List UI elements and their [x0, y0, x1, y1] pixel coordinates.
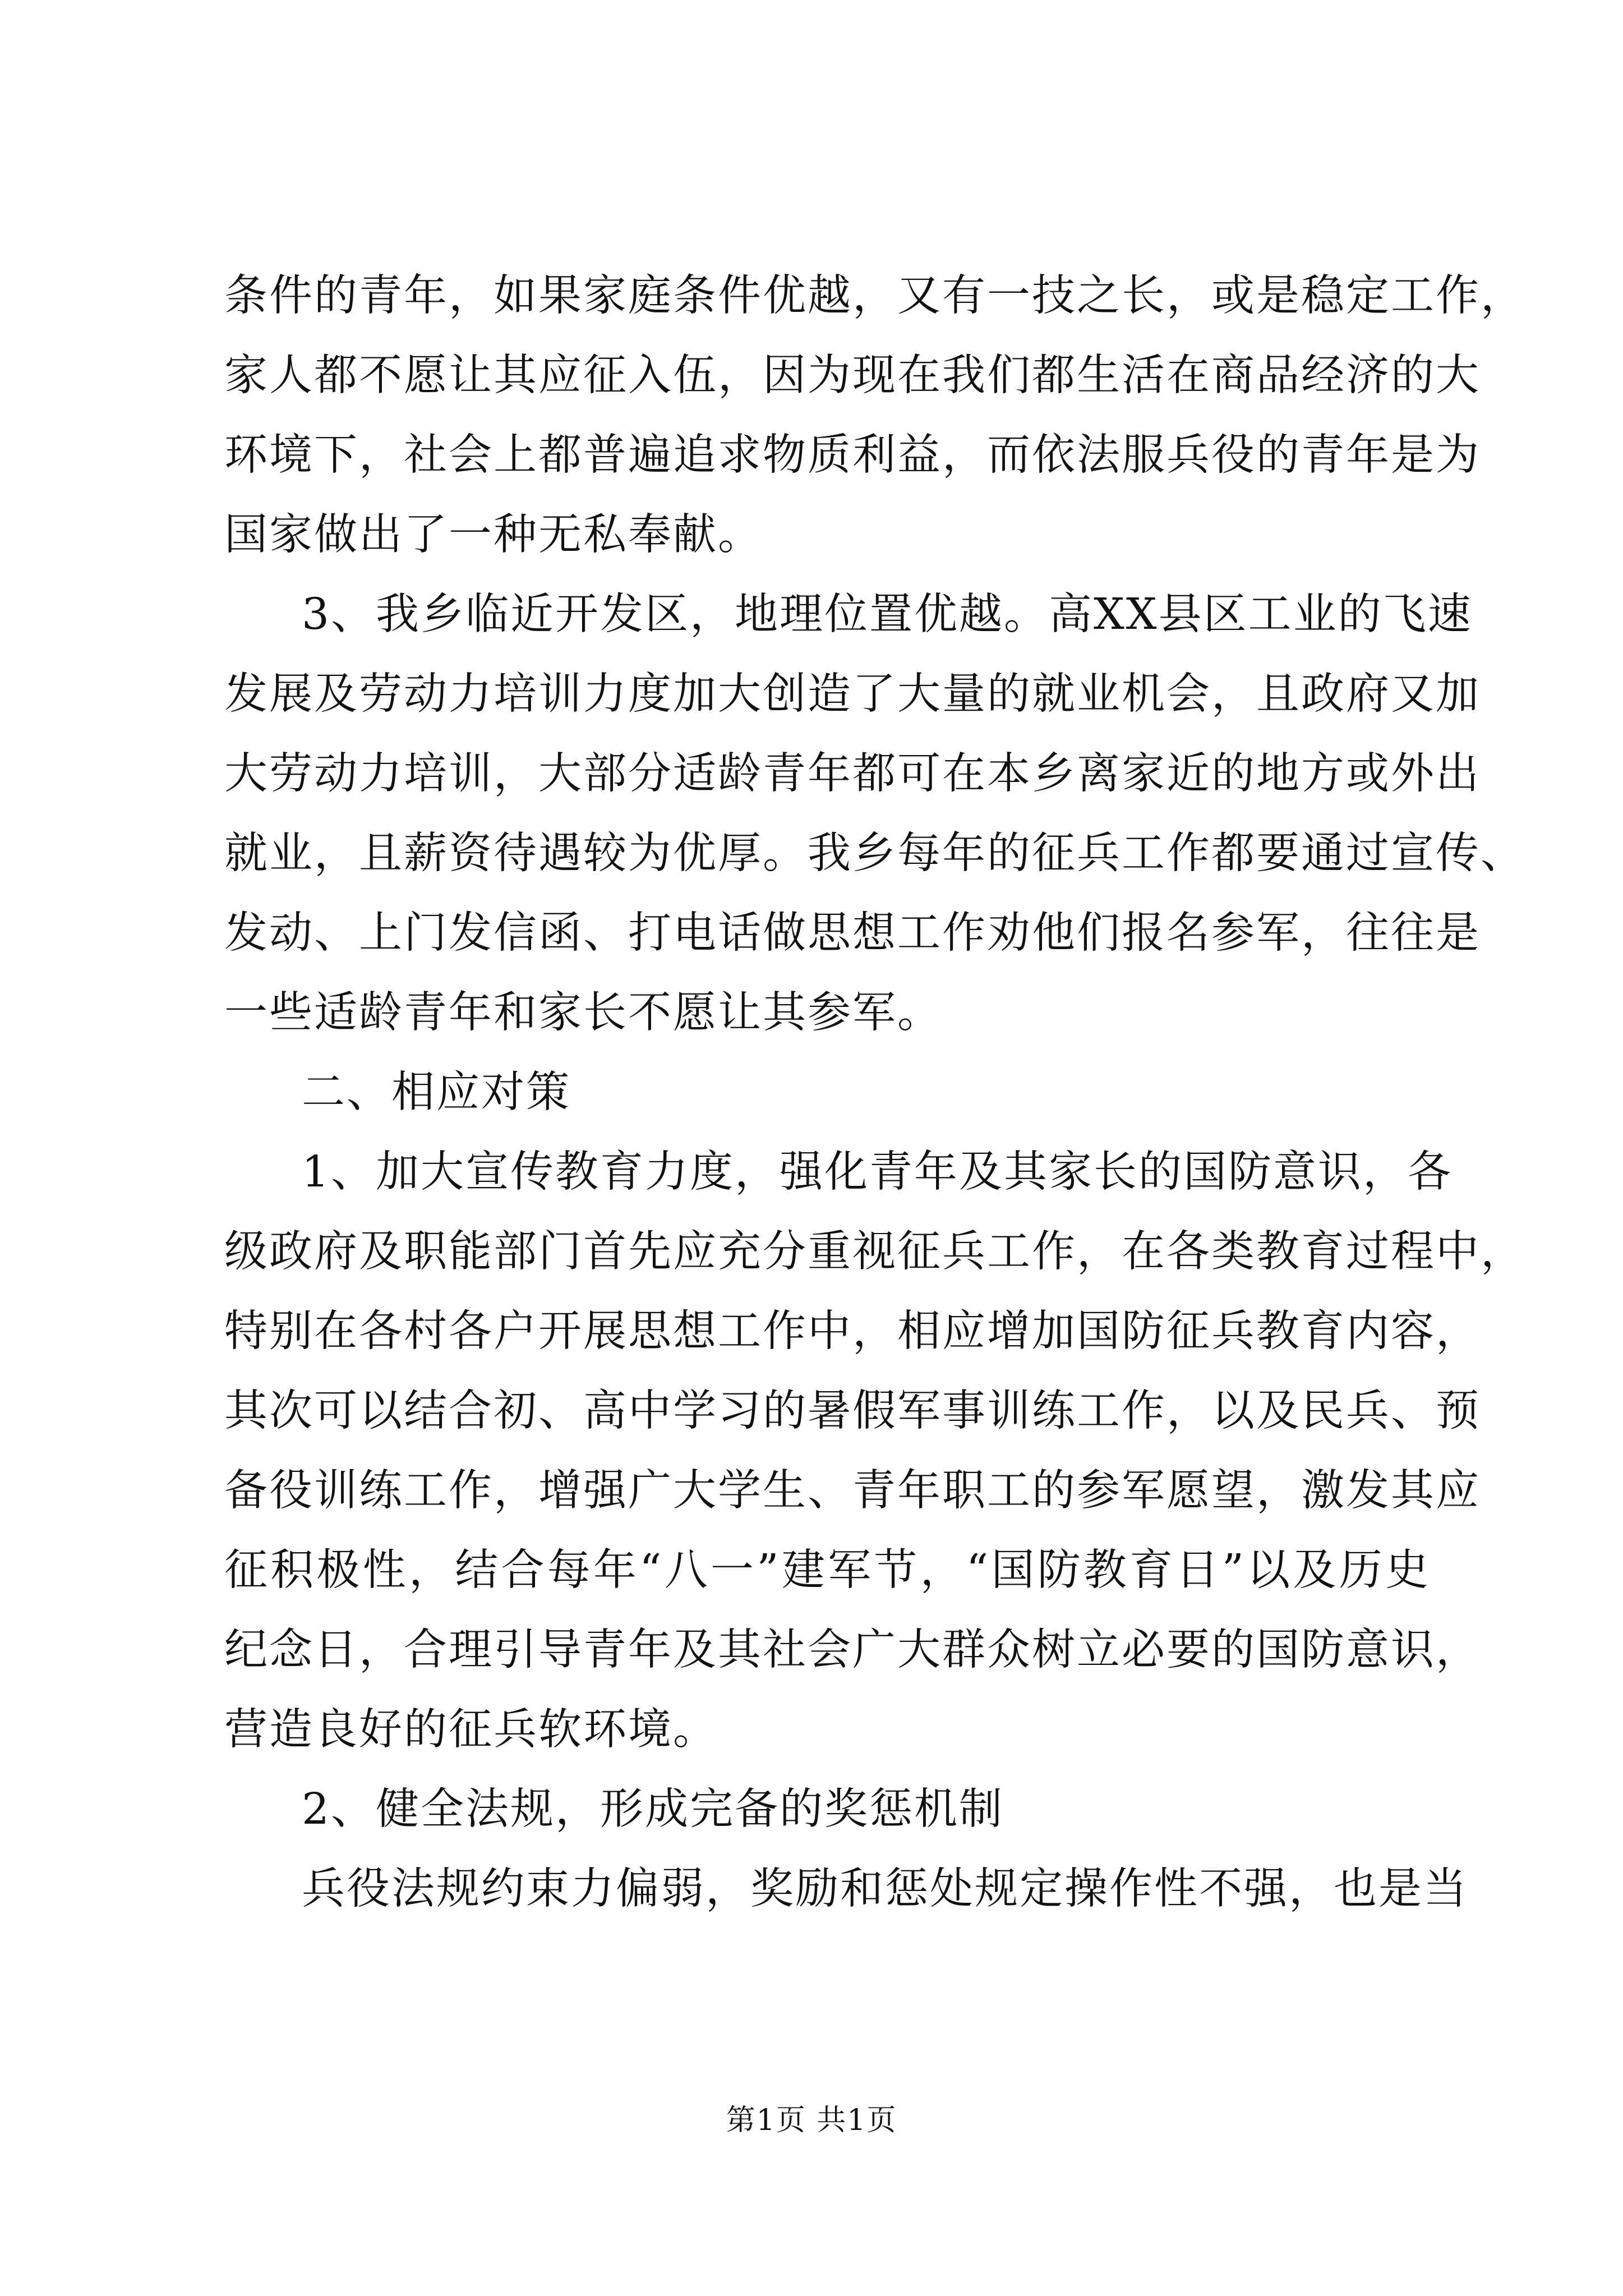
paragraph-start-line: 兵役法规约束力偏弱，奖励和惩处规定操作性不强，也是当	[302, 1864, 1468, 1914]
body-text-line: 就业，且薪资待遇较为优厚。我乡每年的征兵工作都要通过宣传、	[224, 829, 1525, 878]
paragraph-start-line: 3、我乡临近开发区，地理位置优越。高XX县区工业的飞速	[302, 590, 1473, 639]
body-text-line: 环境下，社会上都普遍追求物质利益，而依法服兵役的青年是为	[224, 430, 1481, 480]
body-text-line: 发动、上门发信函、打电话做思想工作劝他们报名参军，往往是	[224, 908, 1481, 958]
body-text-line: 家人都不愿让其应征入伍，因为现在我们都生活在商品经济的大	[224, 351, 1481, 401]
body-text-line: 特别在各村各户开展思想工作中，相应增加国防征兵教育内容，	[224, 1306, 1481, 1356]
subsection-heading: 2、健全法规，形成完备的奖惩机制	[302, 1784, 1004, 1834]
page-footer: 第1页 共1页	[726, 2104, 897, 2137]
body-text-line: 级政府及职能部门首先应充分重视征兵工作，在各类教育过程中，	[224, 1227, 1525, 1277]
section-heading: 二、相应对策	[302, 1068, 571, 1117]
body-text-line: 其次可以结合初、高中学习的暑假军事训练工作，以及民兵、预	[224, 1386, 1481, 1436]
body-text-line: 一些适龄青年和家长不愿让其参军。	[224, 988, 942, 1038]
body-text-line: 营造良好的征兵软环境。	[224, 1705, 718, 1755]
body-text-line: 备役训练工作，增强广大学生、青年职工的参军愿望，激发其应	[224, 1466, 1481, 1516]
paragraph-start-line: 1、加大宣传教育力度，强化青年及其家长的国防意识，各	[302, 1147, 1453, 1197]
body-text-line: 大劳动力培训，大部分适龄青年都可在本乡离家近的地方或外出	[224, 749, 1481, 799]
body-text-line: 纪念日，合理引导青年及其社会广大群众树立必要的国防意识，	[224, 1625, 1481, 1675]
body-text-line: 国家做出了一种无私奉献。	[224, 510, 763, 560]
body-text-line: 发展及劳动力培训力度加大创造了大量的就业机会，且政府又加	[224, 669, 1481, 719]
body-text-line: 条件的青年，如果家庭条件优越，又有一技之长，或是稳定工作，	[224, 271, 1525, 321]
body-text-line: 征积极性，结合每年“八一”建军节，“国防教育日”以及历史	[224, 1545, 1430, 1595]
